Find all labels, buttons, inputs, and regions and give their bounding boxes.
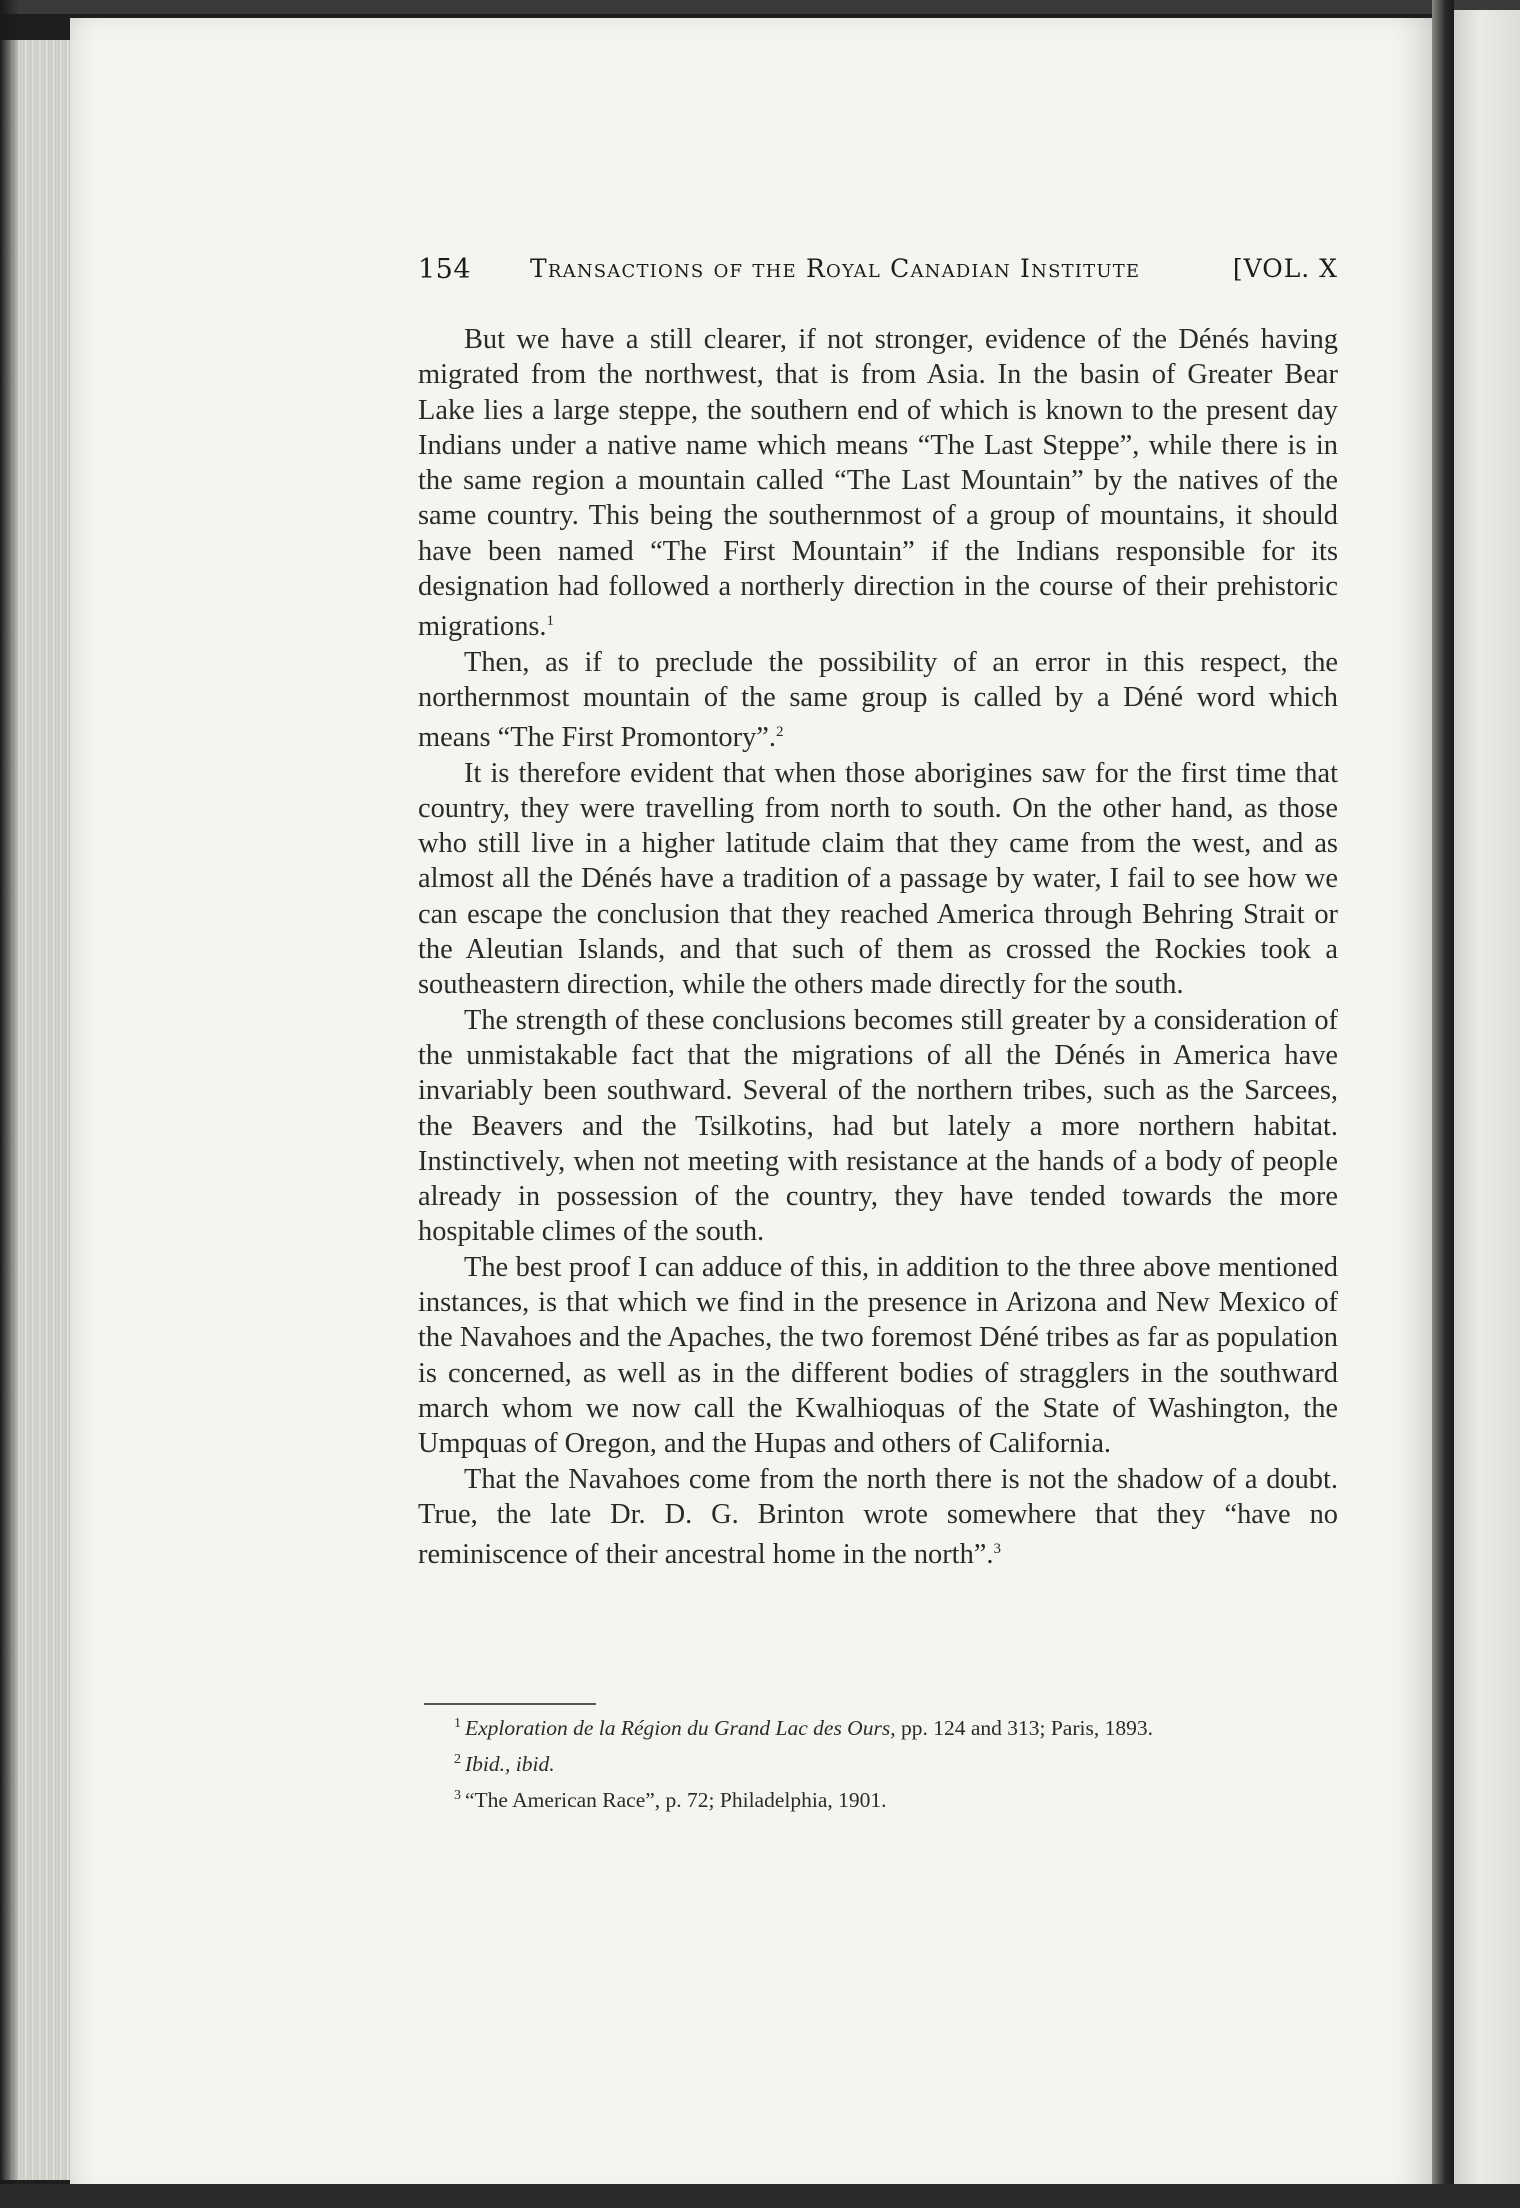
footnote-reference: 1	[546, 613, 555, 630]
paragraph: But we have a still clearer, if not stronger, evidence of the Dénés having migrated from the northwest, that is from Asia. In the basin of Greater Bear Lake lies a large steppe, the southern end of which is known to the present day Indians under a native name which means “The Last Steppe”, while there is in the same region a mountain called “The Last Mountain” by the natives of the same country. This being the southernmost of a group of mountains, it should have been named “The First Mountain” if the Indians responsible for its designation had followed a northerly direction in the course of their prehistoric migrations.$^1$	[418, 324, 1338, 643]
paragraph: The best proof I can adduce of this, in addition to the three above mentioned instances, is that which we find in the presence in Arizona and New Mexico of the Navahoes and the Apaches, the two foremost Déné tribes as far as population is concerned, as well as in the different bodies of stragglers in the southward march whom we now call the Kwalhioquas of the State of Washington, the Umpquas of Oregon, and the Hupas and others of California.	[418, 1251, 1338, 1460]
paragraph: That the Navahoes come from the north there is not the shadow of a doubt. True, the late Dr. D. G. Brinton wrote somewhere that they “have no reminiscence of their ancestral home in the north”.$^3$	[418, 1463, 1338, 1571]
paragraph: It is therefore evident that when those aborigines saw for the first time that country, they were travelling from north to south. On the other hand, as those who still live in a higher latitude claim that they came from the west, and as almost all the Dénés have a tradition of a passage by water, I fail to see how we can escape the conclusion that they reached America through Behring Strait or the Aleutian Islands, and that such of them as crossed the Rockies took a southeastern direction, while the others made directly for the south.	[418, 757, 1338, 1001]
footnotes	[418, 1708, 1338, 1816]
facing-page-edge	[1454, 10, 1520, 2208]
scan-bottom-edge	[0, 2184, 1520, 2208]
footnote: $^3$ “The American Race”, p. 72; Philadelphia, 1901.	[454, 1788, 887, 1812]
book-gutter	[1432, 0, 1454, 2208]
paragraph: Then, as if to preclude the possibility of an error in this respect, the northernmost mountain of the same group is called by a Déné word which means “The First Promontory”.$^2$	[418, 646, 1338, 754]
scan-top-edge	[0, 0, 1520, 14]
footnote-reference: 3	[993, 1541, 1001, 1558]
footnote-reference: 2	[775, 724, 784, 741]
left-shadow	[0, 0, 20, 2208]
footnote: $^2$ Ibid., ibid.	[454, 1752, 555, 1776]
footnote-divider	[424, 1703, 596, 1705]
paragraph: The strength of these conclusions becomes still greater by a consideration of the unmistakable fact that the migrations of all the Dénés in America have invariably been southward. Several of the northern tribes, such as the Sarcees, the Beavers and the Tsilkotins, had but lately a more northern habitat. Instinctively, when not meeting with resistance at the hands of a body of people already in possession of the country, they have tended towards the more hospitable climes of the south.	[418, 1004, 1338, 1248]
running-title: Transactions of the Royal Canadian Institute	[530, 254, 1141, 283]
page-number: 154	[418, 254, 472, 285]
volume-label: [VOL. X	[1232, 254, 1338, 283]
body-text	[418, 322, 1338, 1572]
footnote: $^1$ Exploration de la Région du Grand Lac des Ours, pp. 124 and 313; Paris, 1893.	[454, 1716, 1153, 1740]
page-header	[418, 250, 1338, 290]
